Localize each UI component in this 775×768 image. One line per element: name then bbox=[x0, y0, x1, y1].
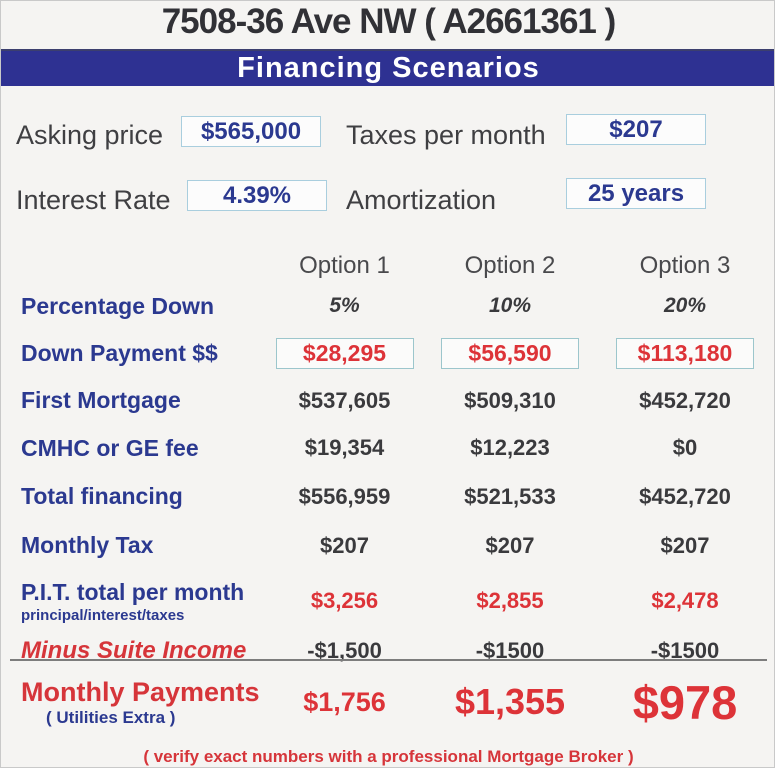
table-row-percentage-down bbox=[1, 283, 775, 329]
amortization-label: Amortization bbox=[346, 185, 497, 215]
table-row-total-financing bbox=[1, 472, 775, 521]
asking-price-label: Asking price bbox=[16, 120, 164, 150]
cell-value: $2,855 bbox=[476, 588, 544, 613]
row-sublabel: principal/interest/taxes bbox=[21, 606, 185, 624]
column-header-option-3: Option 3 bbox=[639, 252, 731, 279]
row-label: Minus Suite Income bbox=[21, 637, 247, 664]
monthly-payment-option-2: $1,355 bbox=[454, 681, 566, 722]
cell-value: $3,256 bbox=[310, 588, 379, 613]
interest-rate-label: Interest Rate bbox=[16, 185, 171, 215]
cell-value: $207 bbox=[485, 532, 535, 558]
horizontal-divider bbox=[10, 659, 767, 661]
table-row-first-mortgage bbox=[1, 377, 775, 424]
cell-value: -$1500 bbox=[475, 638, 545, 663]
cell-value: $509,310 bbox=[464, 387, 556, 413]
section-banner bbox=[1, 49, 775, 86]
scenarios-table bbox=[1, 249, 775, 670]
disclaimer-text: ( verify exact numbers with a professional Mortgage Broker ) bbox=[143, 747, 634, 766]
amortization-field[interactable]: 25 years bbox=[566, 178, 706, 209]
cell-value: $452,720 bbox=[639, 387, 731, 413]
cell-value: 10% bbox=[488, 294, 532, 317]
cell-value: $19,354 bbox=[304, 435, 385, 460]
monthly-payments-row bbox=[1, 669, 775, 735]
monthly-payments-label: Monthly Payments bbox=[21, 676, 260, 707]
cell-value: $207 bbox=[660, 532, 710, 558]
cell-value: 20% bbox=[663, 294, 707, 317]
asking-price-field[interactable]: $565,000 bbox=[181, 116, 321, 147]
table-row-cmhc-fee bbox=[1, 424, 775, 472]
taxes-per-month-label: Taxes per month bbox=[346, 120, 546, 150]
table-header-row bbox=[1, 249, 775, 283]
cell-value: $556,959 bbox=[298, 483, 391, 509]
row-label: Monthly Tax bbox=[21, 532, 154, 558]
row-label: P.I.T. total per month bbox=[21, 578, 245, 605]
row-label: CMHC or GE fee bbox=[21, 434, 199, 461]
row-label: First Mortgage bbox=[21, 387, 181, 413]
row-label: Total financing bbox=[21, 483, 183, 509]
row-label: Percentage Down bbox=[21, 292, 214, 319]
cell-value: $2,478 bbox=[651, 588, 719, 613]
column-header-option-2: Option 2 bbox=[464, 252, 556, 279]
monthly-payment-option-3: $978 bbox=[632, 675, 738, 729]
table-row-minus-suite-income bbox=[1, 632, 775, 670]
cell-value: $537,605 bbox=[298, 387, 391, 413]
taxes-per-month-field[interactable]: $207 bbox=[566, 114, 706, 145]
monthly-payment-option-1: $1,756 bbox=[303, 686, 386, 717]
row-label: Down Payment $$ bbox=[21, 339, 218, 366]
down-payment-field-option-3[interactable]: $113,180 bbox=[616, 338, 754, 369]
cell-value: -$1,500 bbox=[307, 638, 382, 663]
utilities-extra-label: ( Utilities Extra ) bbox=[46, 707, 176, 727]
cell-value: $207 bbox=[320, 532, 369, 558]
page-title: 7508-36 Ave NW ( A2661361 ) bbox=[161, 2, 616, 41]
cell-value: $452,720 bbox=[639, 483, 731, 509]
cell-value: -$1500 bbox=[650, 638, 720, 663]
section-banner-label: Financing Scenarios bbox=[237, 52, 540, 84]
cell-value: $521,533 bbox=[464, 483, 556, 509]
column-header-option-1: Option 1 bbox=[299, 252, 390, 279]
cell-value: $0 bbox=[672, 435, 698, 460]
down-payment-field-option-2[interactable]: $56,590 bbox=[441, 338, 579, 369]
interest-rate-field[interactable]: 4.39% bbox=[187, 180, 327, 211]
cell-value: $12,223 bbox=[470, 435, 550, 460]
cell-value: 5% bbox=[329, 294, 360, 317]
table-row-down-payment bbox=[1, 329, 775, 377]
table-row-pit-total bbox=[1, 570, 775, 632]
down-payment-field-option-1[interactable]: $28,295 bbox=[276, 338, 414, 369]
table-row-monthly-tax bbox=[1, 521, 775, 570]
